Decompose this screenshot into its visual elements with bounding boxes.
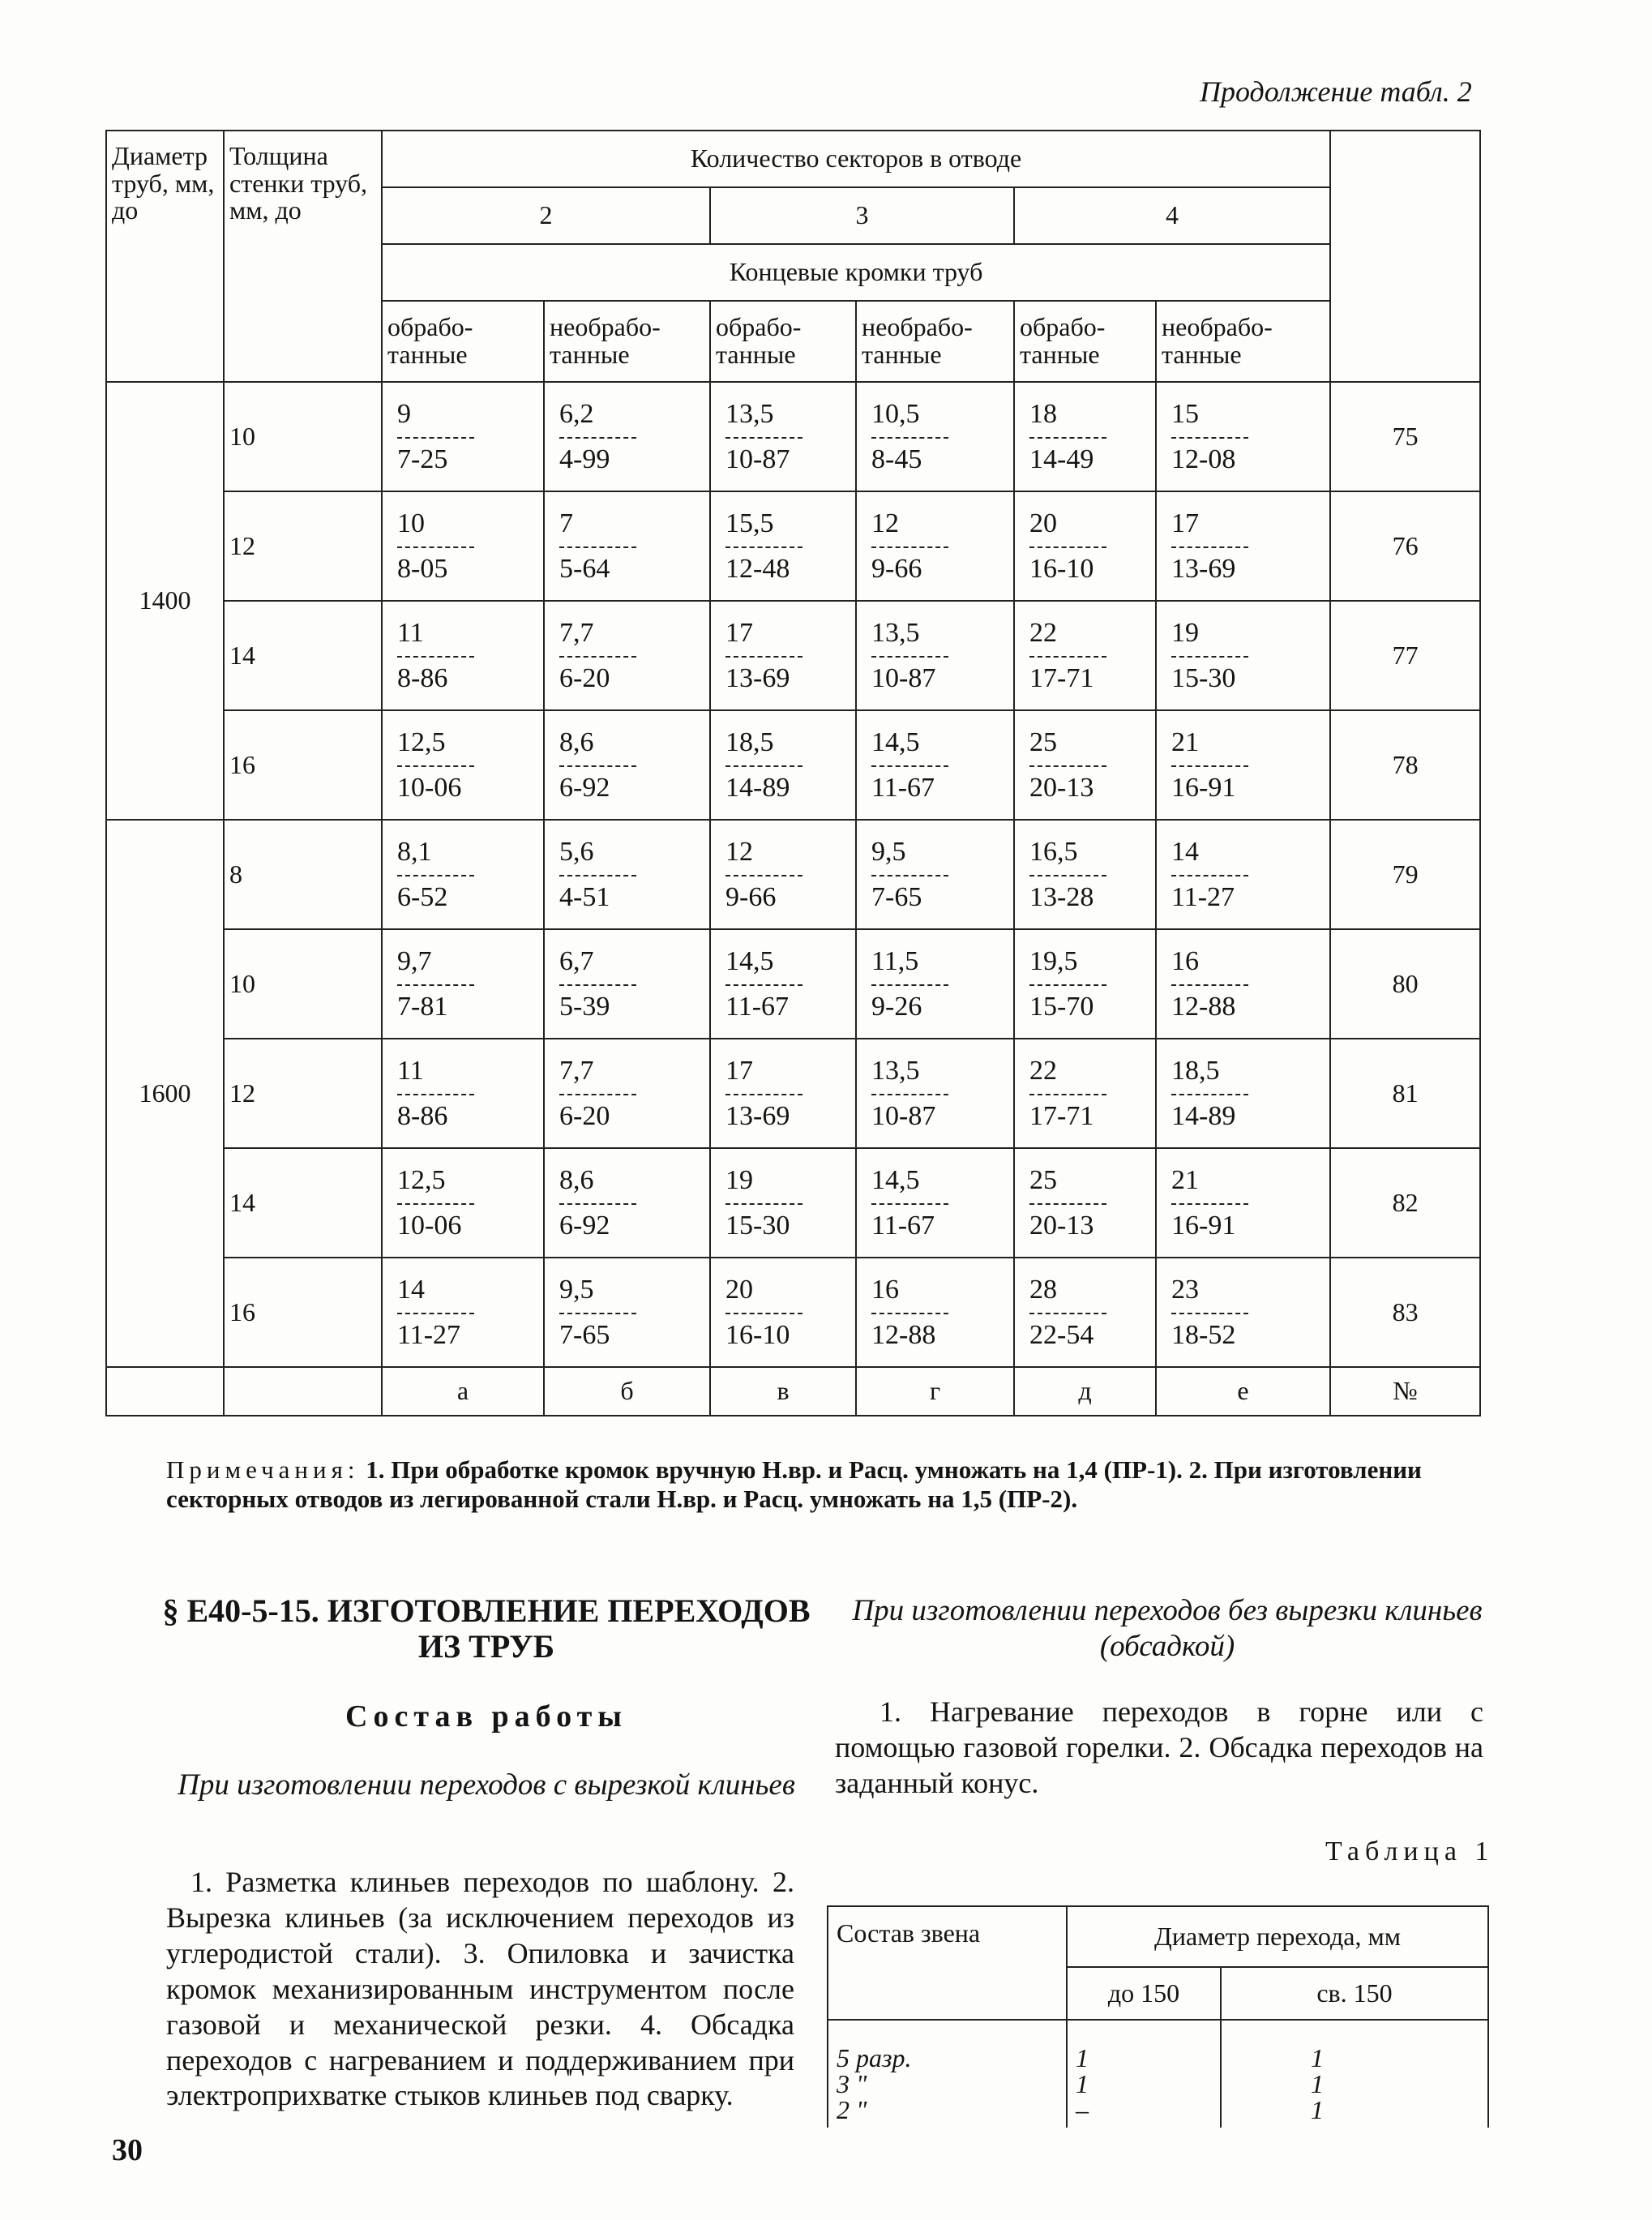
wall-thickness-cell: 16	[224, 1258, 382, 1367]
fraction-bar	[1029, 1094, 1106, 1095]
fraction-bar	[397, 1203, 474, 1205]
norm-cell	[710, 382, 856, 491]
fraction-bar	[397, 984, 474, 986]
norm-cell	[544, 1039, 710, 1148]
rate-value: 5-64	[559, 553, 610, 584]
norm-cell	[1156, 1258, 1330, 1367]
time-norm: 9	[397, 399, 411, 430]
wall-thickness-cell: 14	[224, 1148, 382, 1258]
wall-thickness-cell: 12	[224, 1039, 382, 1148]
fraction-bar	[725, 1313, 802, 1314]
fraction-bar	[559, 1313, 636, 1314]
table-row	[106, 1039, 1480, 1148]
norm-cell	[710, 710, 856, 820]
norm-cell	[382, 601, 544, 710]
row-number-cell: 78	[1330, 710, 1480, 820]
count-value: 1	[1076, 2043, 1089, 2072]
rate-value: 14-89	[1171, 1100, 1236, 1131]
wall-thickness-cell: 8	[224, 820, 382, 929]
rate-value: 11-67	[725, 991, 790, 1022]
norm-cell	[544, 601, 710, 710]
norm-cell	[1156, 382, 1330, 491]
right-paragraph: 1. Нагревание переходов в горне или с помощью газовой горелки. 2. Обсадка переходов на заданный конус.	[835, 1695, 1483, 1799]
rate-value: 4-99	[559, 444, 610, 474]
time-norm: 9,7	[397, 946, 432, 977]
rate-value: 12-08	[1171, 444, 1236, 474]
fraction-bar	[1171, 546, 1248, 548]
rate-value: 7-65	[559, 1319, 610, 1350]
time-norm: 12	[725, 837, 753, 868]
count-value: 1	[1311, 2095, 1324, 2124]
sectors-header: Количество секторов в отводе	[382, 131, 1330, 187]
norm-cell	[710, 929, 856, 1039]
row-number-cell: 82	[1330, 1148, 1480, 1258]
fraction-bar	[559, 437, 636, 439]
col-header-diameter: Диаметр труб, мм, до	[106, 131, 224, 382]
norm-cell	[1014, 1148, 1156, 1258]
rate-value: 6-92	[559, 1210, 610, 1241]
time-norm: 25	[1029, 1165, 1057, 1196]
rate-value: 12-88	[871, 1319, 936, 1350]
fraction-bar	[725, 765, 802, 767]
norm-cell	[856, 1148, 1014, 1258]
time-norm: 18	[1029, 399, 1057, 430]
edge-type: обрабо-танные	[382, 301, 544, 382]
row-number-cell: 77	[1330, 601, 1480, 710]
rate-value: 6-52	[397, 881, 448, 912]
time-norm: 17	[725, 618, 753, 649]
fraction-bar	[1029, 1313, 1106, 1314]
notes-text: 1. При обработке кромок вручную Н.вр. и Расц. умножать на 1,4 (ПР-1). 2. При изготовлении секторных отводов из легированной стали Н.вр. и Расц. умножать на 1,5 (ПР-2).	[166, 1455, 1422, 1513]
count-value: 1	[1076, 2069, 1089, 2098]
fraction-bar	[1171, 437, 1248, 439]
col-number-symbol: №	[1330, 1367, 1480, 1416]
fraction-bar	[871, 1094, 948, 1095]
time-norm: 11	[397, 1056, 424, 1086]
rate-value: 14-49	[1029, 444, 1094, 474]
fraction-bar	[871, 984, 948, 986]
diameter-col-header: Диаметр перехода, мм	[1067, 1906, 1488, 1967]
norm-cell	[710, 491, 856, 601]
rate-value: 15-30	[1171, 662, 1236, 693]
table1-label: Таблица 1	[1325, 1836, 1495, 1866]
fraction-bar	[871, 1313, 948, 1314]
rate-value: 9-26	[871, 991, 922, 1022]
rate-value: 12-48	[725, 553, 790, 584]
table-row	[106, 1148, 1480, 1258]
rate-value: 20-13	[1029, 1210, 1094, 1241]
norm-cell	[856, 929, 1014, 1039]
fraction-bar	[397, 1094, 474, 1095]
norm-cell	[856, 1039, 1014, 1148]
notes-label: Примечания:	[166, 1455, 360, 1484]
rate-value: 14-89	[725, 772, 790, 803]
edge-type: необрабо-танные	[544, 301, 710, 382]
fraction-bar	[397, 546, 474, 548]
fraction-bar	[397, 656, 474, 658]
rate-value: 6-20	[559, 1100, 610, 1131]
rate-value: 11-67	[871, 772, 935, 803]
rate-value: 15-70	[1029, 991, 1094, 1022]
fraction-bar	[1171, 765, 1248, 767]
norm-cell	[1156, 820, 1330, 929]
norm-cell	[1014, 929, 1156, 1039]
sector-4: 4	[1014, 187, 1330, 244]
row-number-cell: 76	[1330, 491, 1480, 601]
time-norm: 21	[1171, 1165, 1199, 1196]
time-norm: 9,5	[871, 837, 906, 868]
rate-value: 16-10	[1029, 553, 1094, 584]
rate-value: 9-66	[725, 881, 777, 912]
norm-cell	[710, 820, 856, 929]
wall-thickness-cell: 12	[224, 491, 382, 601]
norm-cell	[1156, 1148, 1330, 1258]
rate-value: 13-69	[725, 1100, 790, 1131]
fraction-bar	[725, 656, 802, 658]
time-norm: 25	[1029, 727, 1057, 758]
time-norm: 13,5	[725, 399, 774, 430]
rate-value: 12-88	[1171, 991, 1236, 1022]
rate-value: 17-71	[1029, 1100, 1094, 1131]
rate-value: 11-27	[397, 1319, 461, 1350]
sub-header-up-to-150: до 150	[1067, 1967, 1221, 2020]
time-norm: 19	[725, 1165, 753, 1196]
fraction-bar	[397, 1313, 474, 1314]
norm-cell	[710, 1258, 856, 1367]
time-norm: 8,6	[559, 1165, 594, 1196]
norm-cell	[856, 1258, 1014, 1367]
norm-cell	[710, 1148, 856, 1258]
norm-cell	[544, 1148, 710, 1258]
diameter-cell: 1600	[106, 820, 224, 1367]
edge-type: обрабо-танные	[710, 301, 856, 382]
time-norm: 22	[1029, 618, 1057, 649]
rate-value: 17-71	[1029, 662, 1094, 693]
time-norm: 19	[1171, 618, 1199, 649]
fraction-bar	[1029, 437, 1106, 439]
composition-heading: Состав работы	[345, 1699, 627, 1734]
time-norm: 13,5	[871, 618, 920, 649]
row-number-cell: 79	[1330, 820, 1480, 929]
fraction-bar	[559, 1094, 636, 1095]
time-norm: 6,2	[559, 399, 594, 430]
count-up-to-150	[1067, 2020, 1221, 2128]
norm-cell	[382, 710, 544, 820]
time-norm: 10	[397, 508, 425, 539]
norm-cell	[544, 491, 710, 601]
norm-cell	[856, 382, 1014, 491]
norm-cell	[710, 601, 856, 710]
rate-value: 10-87	[725, 444, 790, 474]
time-norm: 16	[871, 1275, 899, 1305]
fraction-bar	[559, 875, 636, 876]
rate-value: 16-10	[725, 1319, 790, 1350]
norm-cell	[856, 601, 1014, 710]
rate-value: 16-91	[1171, 1210, 1236, 1241]
rate-value: 8-45	[871, 444, 922, 474]
rate-value: 15-30	[725, 1210, 790, 1241]
norm-cell	[382, 1148, 544, 1258]
right-subheading: При изготовлении переходов без вырезки клиньев (обсадкой)	[852, 1594, 1483, 1664]
grade-label: 5 разр.	[837, 2043, 912, 2072]
norm-cell	[1014, 820, 1156, 929]
time-norm: 22	[1029, 1056, 1057, 1086]
col-letter: а	[382, 1367, 544, 1416]
norm-cell	[382, 1258, 544, 1367]
rate-value: 20-13	[1029, 772, 1094, 803]
norm-cell	[1156, 601, 1330, 710]
norm-cell	[856, 710, 1014, 820]
rate-value: 13-69	[1171, 553, 1236, 584]
time-norm: 7	[559, 508, 573, 539]
norm-cell	[1156, 710, 1330, 820]
crew-table	[827, 1905, 1489, 2128]
fraction-bar	[559, 765, 636, 767]
norm-cell	[544, 1258, 710, 1367]
norm-cell	[382, 491, 544, 601]
diameter-cell: 1400	[106, 382, 224, 820]
row-number-cell: 81	[1330, 1039, 1480, 1148]
fraction-bar	[1029, 656, 1106, 658]
count-over-150	[1221, 2020, 1488, 2128]
rate-value: 11-27	[1171, 881, 1235, 912]
norm-cell	[382, 929, 544, 1039]
time-norm: 7,7	[559, 1056, 594, 1086]
time-norm: 14	[1171, 837, 1199, 868]
row-number-cell: 80	[1330, 929, 1480, 1039]
norm-cell	[1014, 491, 1156, 601]
time-norm: 16	[1171, 946, 1199, 977]
norm-cell	[1156, 491, 1330, 601]
col-letter: е	[1156, 1367, 1330, 1416]
row-number-cell: 75	[1330, 382, 1480, 491]
col-header-wall: Толщина стенки труб, мм, до	[224, 131, 382, 382]
time-norm: 11,5	[871, 946, 919, 977]
fraction-bar	[871, 656, 948, 658]
page-number: 30	[112, 2133, 143, 2167]
section-title-line2: ИЗ ТРУБ	[417, 1628, 555, 1665]
time-norm: 14,5	[871, 1165, 920, 1196]
rate-value: 13-69	[725, 662, 790, 693]
time-norm: 20	[1029, 508, 1057, 539]
row-number-cell: 83	[1330, 1258, 1480, 1367]
norm-cell	[382, 382, 544, 491]
col-letter: б	[544, 1367, 710, 1416]
norm-cell	[1014, 710, 1156, 820]
norm-cell	[856, 820, 1014, 929]
time-norm: 17	[725, 1056, 753, 1086]
fraction-bar	[1029, 875, 1106, 876]
time-norm: 15,5	[725, 508, 774, 539]
continuation-label: Продолжение табл. 2	[1200, 75, 1472, 108]
left-subheading: При изготовлении переходов с вырезкой клиньев	[178, 1768, 795, 1802]
col-letter: в	[710, 1367, 856, 1416]
col-letter: д	[1014, 1367, 1156, 1416]
time-norm: 8,6	[559, 727, 594, 758]
section-title-line1: § Е40-5-15. ИЗГОТОВЛЕНИЕ ПЕРЕХОДОВ	[162, 1592, 811, 1629]
fraction-bar	[559, 984, 636, 986]
fraction-bar	[1171, 1094, 1248, 1095]
time-norm: 10,5	[871, 399, 920, 430]
norm-cell	[1014, 1258, 1156, 1367]
fraction-bar	[397, 875, 474, 876]
time-norm: 18,5	[1171, 1056, 1220, 1086]
sector-3: 3	[710, 187, 1014, 244]
table-row	[106, 929, 1480, 1039]
fraction-bar	[397, 765, 474, 767]
num-col-header	[1330, 131, 1480, 382]
time-norm: 7,7	[559, 618, 594, 649]
left-paragraph: 1. Разметка клиньев переходов по шаблону. 2. Вырезка клиньев (за исключением переходов из углеродистой стали). 3. Опиловка и зачистка кромок механизированным инструментом после газовой и механической резки. 4. Обсадка переходов с нагреванием и поддерживанием при электроприхватке стыков клиньев под сварку.	[166, 1866, 794, 2112]
time-norm: 28	[1029, 1275, 1057, 1305]
rate-value: 10-87	[871, 1100, 936, 1131]
time-norm: 14,5	[871, 727, 920, 758]
fraction-bar	[1171, 1203, 1248, 1205]
count-value: 1	[1311, 2069, 1324, 2098]
rate-value: 10-06	[397, 772, 462, 803]
time-norm: 12,5	[397, 1165, 446, 1196]
count-value: 1	[1311, 2043, 1324, 2072]
rate-value: 5-39	[559, 991, 610, 1022]
norms-table	[105, 130, 1481, 1416]
fraction-bar	[1171, 656, 1248, 658]
fraction-bar	[871, 1203, 948, 1205]
rate-value: 8-86	[397, 662, 448, 693]
fraction-bar	[1029, 546, 1106, 548]
fraction-bar	[725, 875, 802, 876]
norm-cell	[382, 1039, 544, 1148]
norm-cell	[1014, 382, 1156, 491]
edges-header: Концевые кромки труб	[382, 244, 1330, 301]
fraction-bar	[397, 437, 474, 439]
fraction-bar	[559, 546, 636, 548]
fraction-bar	[725, 1203, 802, 1205]
fraction-bar	[871, 546, 948, 548]
time-norm: 15	[1171, 399, 1199, 430]
norm-cell	[856, 491, 1014, 601]
table-notes	[166, 1455, 1504, 1513]
rate-value: 6-92	[559, 772, 610, 803]
sector-2: 2	[382, 187, 710, 244]
table-row	[106, 820, 1480, 929]
norm-cell	[1014, 601, 1156, 710]
edge-type: необрабо-танные	[1156, 301, 1330, 382]
col-letter: г	[856, 1367, 1014, 1416]
time-norm: 6,7	[559, 946, 594, 977]
time-norm: 9,5	[559, 1275, 594, 1305]
table-row	[106, 1258, 1480, 1367]
norm-cell	[544, 820, 710, 929]
fraction-bar	[1171, 875, 1248, 876]
fraction-bar	[871, 437, 948, 439]
time-norm: 8,1	[397, 837, 432, 868]
rate-value: 7-25	[397, 444, 448, 474]
rate-value: 7-81	[397, 991, 448, 1022]
wall-thickness-cell: 10	[224, 382, 382, 491]
rate-value: 18-52	[1171, 1319, 1236, 1350]
time-norm: 23	[1171, 1275, 1199, 1305]
norm-cell	[544, 929, 710, 1039]
fraction-bar	[725, 984, 802, 986]
norm-cell	[1156, 929, 1330, 1039]
norm-cell	[1156, 1039, 1330, 1148]
time-norm: 18,5	[725, 727, 774, 758]
rate-value: 10-87	[871, 662, 936, 693]
fraction-bar	[725, 546, 802, 548]
rate-value: 8-05	[397, 553, 448, 584]
fraction-bar	[559, 656, 636, 658]
rate-value: 6-20	[559, 662, 610, 693]
table-row	[106, 382, 1480, 491]
norm-cell	[544, 382, 710, 491]
wall-thickness-cell: 14	[224, 601, 382, 710]
norm-cell	[710, 1039, 856, 1148]
edge-type: необрабо-танные	[856, 301, 1014, 382]
grade-label: 3 "	[837, 2069, 867, 2098]
count-value: –	[1076, 2095, 1089, 2124]
fraction-bar	[871, 875, 948, 876]
time-norm: 21	[1171, 727, 1199, 758]
table-row	[106, 710, 1480, 820]
rate-value: 13-28	[1029, 881, 1094, 912]
fraction-bar	[1029, 1203, 1106, 1205]
rate-value: 10-06	[397, 1210, 462, 1241]
time-norm: 12,5	[397, 727, 446, 758]
time-norm: 5,6	[559, 837, 594, 868]
rate-value: 11-67	[871, 1210, 935, 1241]
grade-label: 2 "	[837, 2095, 867, 2124]
norm-cell	[544, 710, 710, 820]
time-norm: 20	[725, 1275, 753, 1305]
section-title	[162, 1593, 811, 1665]
fraction-bar	[725, 1094, 802, 1095]
rate-value: 16-91	[1171, 772, 1236, 803]
table-row	[106, 601, 1480, 710]
rate-value: 8-86	[397, 1100, 448, 1131]
wall-thickness-cell: 16	[224, 710, 382, 820]
table-row	[106, 491, 1480, 601]
fraction-bar	[1171, 984, 1248, 986]
rate-value: 9-66	[871, 553, 922, 584]
time-norm: 19,5	[1029, 946, 1078, 977]
edge-type: обрабо-танные	[1014, 301, 1156, 382]
time-norm: 12	[871, 508, 899, 539]
time-norm: 17	[1171, 508, 1199, 539]
norm-cell	[1014, 1039, 1156, 1148]
fraction-bar	[559, 1203, 636, 1205]
sub-header-over-150: св. 150	[1221, 1967, 1488, 2020]
rate-value: 7-65	[871, 881, 922, 912]
time-norm: 14	[397, 1275, 425, 1305]
time-norm: 11	[397, 618, 424, 649]
time-norm: 14,5	[725, 946, 774, 977]
norm-cell	[382, 820, 544, 929]
rate-value: 4-51	[559, 881, 610, 912]
wall-thickness-cell: 10	[224, 929, 382, 1039]
fraction-bar	[1171, 1313, 1248, 1314]
fraction-bar	[1029, 765, 1106, 767]
fraction-bar	[871, 765, 948, 767]
time-norm: 16,5	[1029, 837, 1078, 868]
rate-value: 22-54	[1029, 1319, 1094, 1350]
grade-list	[828, 2020, 1067, 2128]
time-norm: 13,5	[871, 1056, 920, 1086]
crew-col-header: Состав звена	[828, 1906, 1067, 2020]
fraction-bar	[1029, 984, 1106, 986]
fraction-bar	[725, 437, 802, 439]
